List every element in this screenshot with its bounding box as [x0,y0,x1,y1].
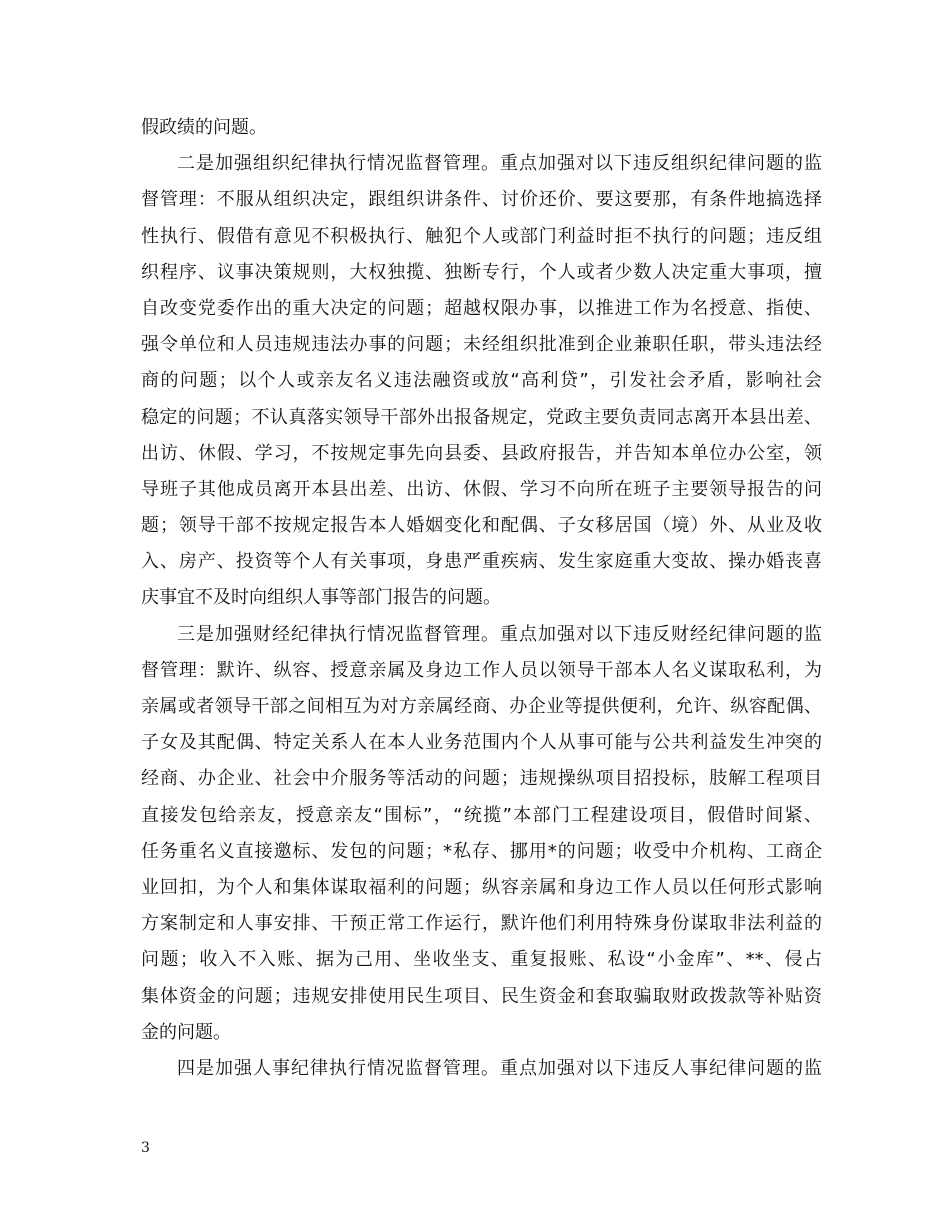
text-line: 四是加强人事纪律执行情况监督管理。重点加强对以下违反人事纪律问题的监 [177,1057,822,1079]
text-line: 经商、办企业、社会中介服务等活动的问题；违规操纵项目招投标，肢解工程项目 [141,768,822,790]
text-line: 入、房产、投资等个人有关事项，身患严重疾病、发生家庭重大变故、操办婚丧喜 [141,551,822,573]
text-line: 自改变党委作出的重大决定的问题；超越权限办事，以推进工作为名授意、指使、 [141,297,822,319]
body-text [141,110,822,1087]
text-line: 任务重名义直接邀标、发包的问题；*私存、挪用*的问题；收受中介机构、工商企 [141,840,822,862]
text-line: 商的问题；以个人或亲友名义违法融资或放“高利贷”，引发社会矛盾，影响社会 [141,370,822,392]
text-line: 亲属或者领导干部之间相互为对方亲属经商、办企业等提供便利，允许、纵容配偶、 [141,696,822,717]
text-line: 三是加强财经纪律执行情况监督管理。重点加强对以下违反财经纪律问题的监 [177,623,822,645]
text-line: 直接发包给亲友，授意亲友“围标”，“统揽”本部门工程建设项目，假借时间紧、 [141,804,822,826]
text-line: 金的问题。 [141,1021,231,1043]
text-line: 庆事宜不及时向组织人事等部门报告的问题。 [141,587,501,609]
text-line: 集体资金的问题；违规安排使用民生项目、民生资金和套取骗取财政拨款等补贴资 [141,985,822,1007]
text-line: 强令单位和人员违规违法办事的问题；未经组织批准到企业兼职任职，带头违法经 [141,334,822,356]
text-line: 出访、休假、学习，不按规定事先向县委、县政府报告，并告知本单位办公室，领 [141,442,822,464]
text-line: 性执行、假借有意见不积极执行、触犯个人或部门利益时拒不执行的问题；违反组 [141,225,822,247]
text-line: 二是加强组织纪律执行情况监督管理。重点加强对以下违反组织纪律问题的监 [177,153,822,175]
text-line: 导班子其他成员离开本县出差、出访、休假、学习不向所在班子主要领导报告的问 [141,478,822,500]
text-line: 业回扣，为个人和集体谋取福利的问题；纵容亲属和身边工作人员以任何形式影响 [141,876,822,898]
page-number: 3 [141,1140,150,1156]
text-line: 督管理：默许、纵容、授意亲属及身边工作人员以领导干部本人名义谋取私利，为 [141,659,822,681]
text-line: 方案制定和人事安排、干预正常工作运行，默许他们利用特殊身份谋取非法利益的 [141,913,822,935]
text-line: 问题；收入不入账、据为己用、坐收坐支、重复报账、私设“小金库”、**、侵占 [141,949,822,971]
text-line: 稳定的问题；不认真落实领导干部外出报备规定，党政主要负责同志离开本县出差、 [141,406,822,428]
text-line: 题；领导干部不按规定报告本人婚姻变化和配偶、子女移居国（境）外、从业及收 [141,515,822,537]
text-line: 假政绩的问题。 [141,117,267,138]
text-line: 督管理：不服从组织决定，跟组织讲条件、讨价还价、要这要那，有条件地搞选择 [141,189,822,211]
text-line: 子女及其配偶、特定关系人在本人业务范围内个人从事可能与公共利益发生冲突的 [141,732,822,754]
text-line: 织程序、议事决策规则，大权独揽、独断专行，个人或者少数人决定重大事项，擅 [141,261,822,283]
